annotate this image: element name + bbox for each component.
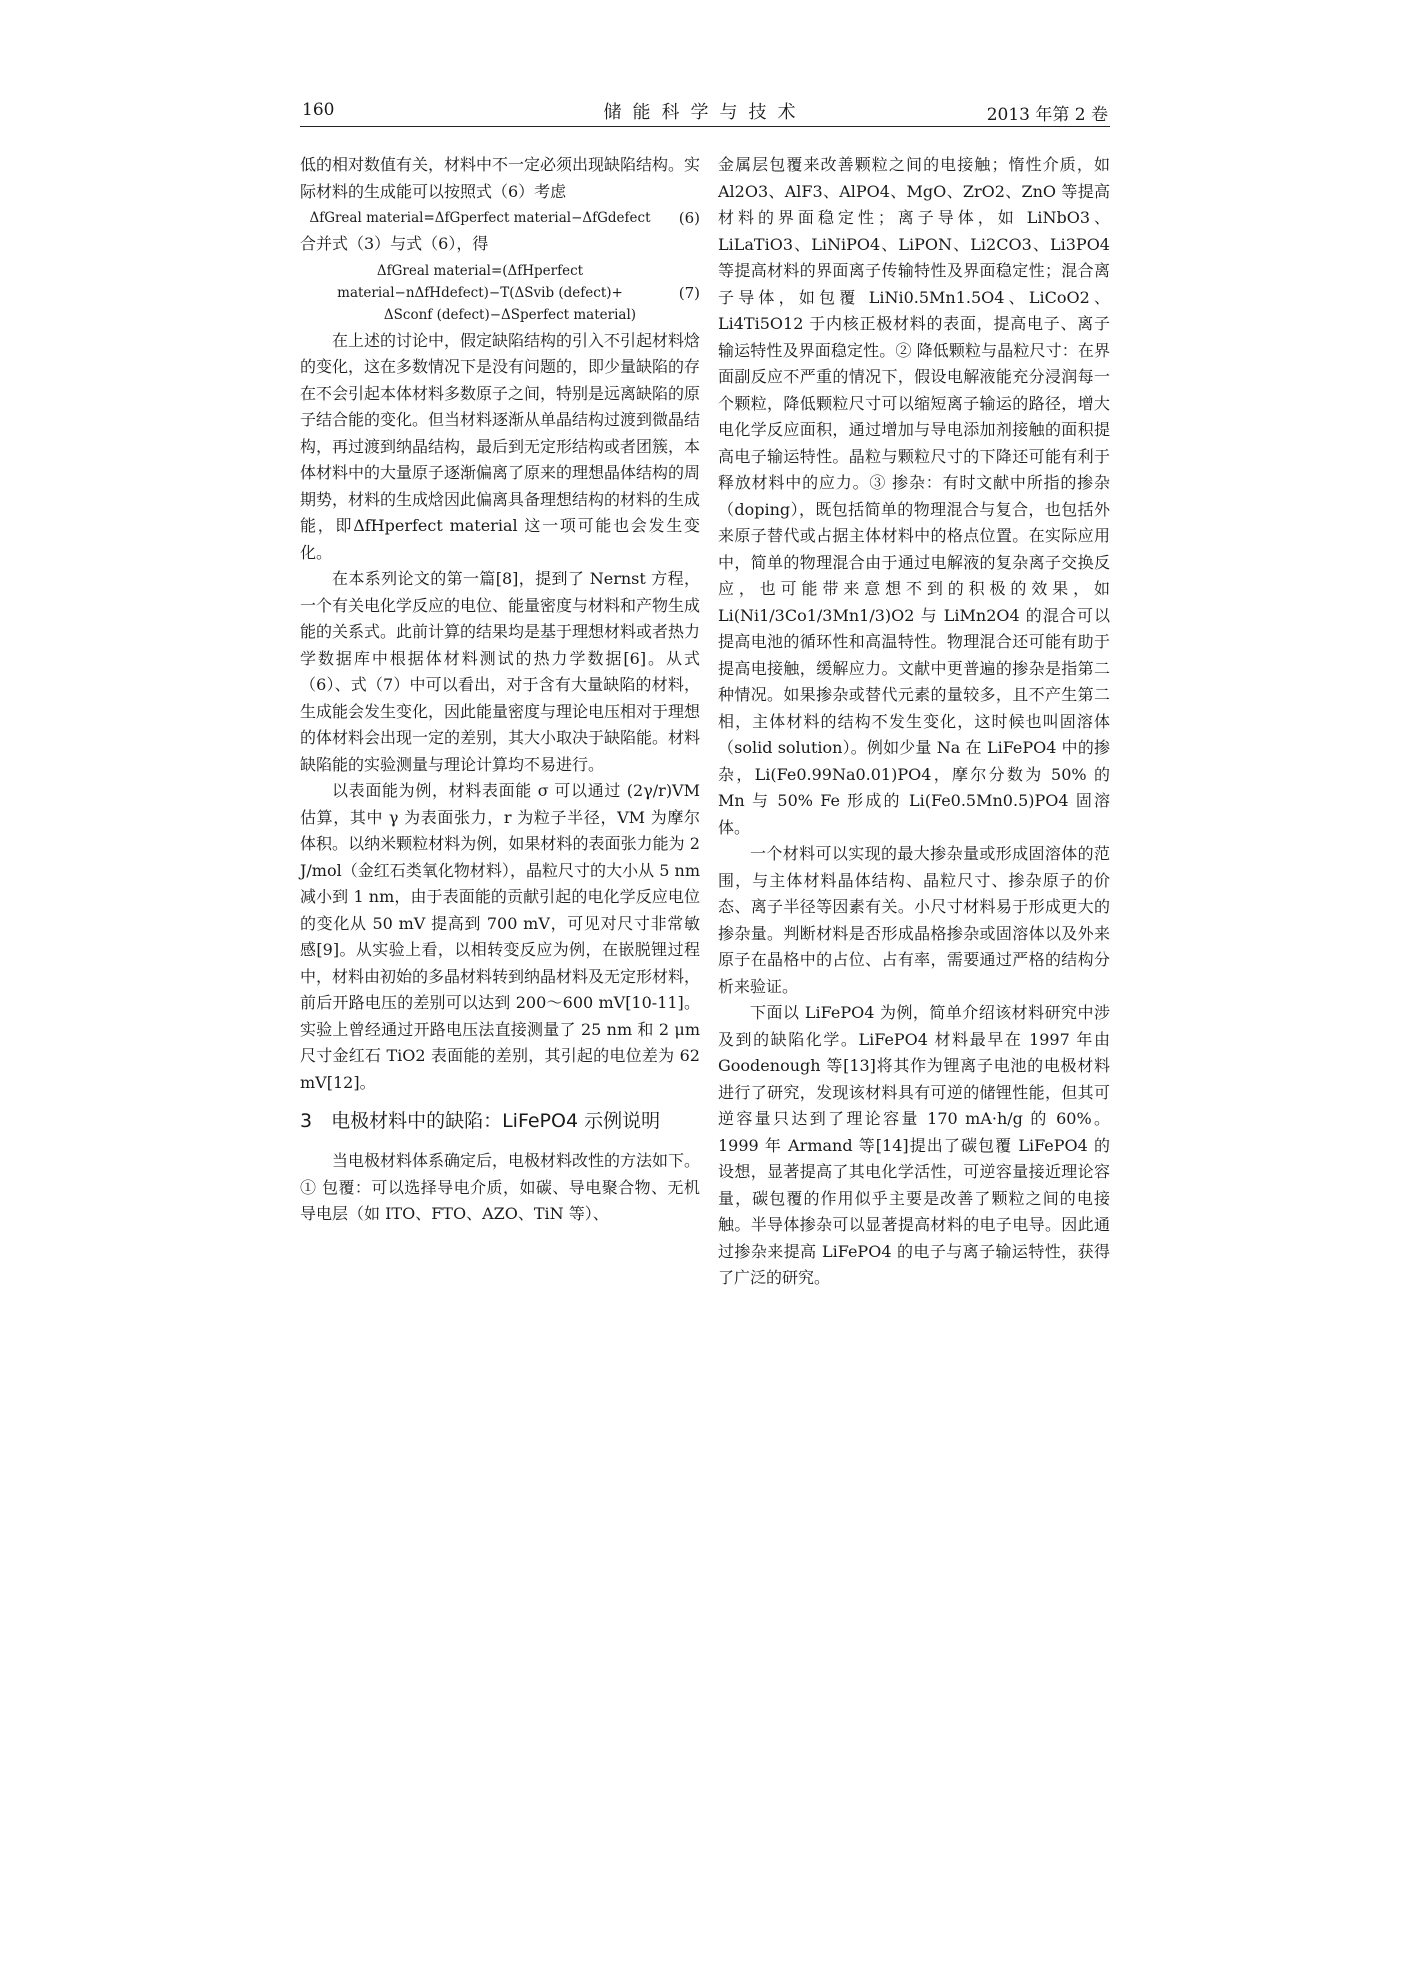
paragraph: 在上述的讨论中，假定缺陷结构的引入不引起材料焓的变化，这在多数情况下是没有问题的，即少量缺陷的存在不会引起本体材料多数原子之间，特别是远离缺陷的原子结合能的变化。但当材料逐渐从单晶结构过渡到微晶结构，再过渡到纳晶结构，最后到无定形结构或者团簇，本体材料中的大量原子逐渐偏离了原来的理想晶体结构的周期势，材料的生成焓因此偏离具备理想结构的材料的生成能，即ΔfHperfect material 这一项可能也会发生变化。 (300, 330, 701, 562)
equation-7 (300, 260, 700, 326)
paragraph: 下面以 LiFePO4 为例，简单介绍该材料研究中涉及到的缺陷化学。LiFePO4 材料最早在 1997 年由 Goodenough 等[13]将其作为锂离子电池的电极材料进行了研究，发现该材料具有可逆的储锂性能，但其可逆容量只达到了理论容量 170 mA·h/g 的 60%。1999 年 Armand 等[14]提出了碳包覆 LiFePO4 的设想，显著提高了其电化学活性，可逆容量接近理论容量，碳包覆的作用似乎主要是改善了颗粒之间的电接触。半导体掺杂可以显著提高材料的电子电导。因此通过掺杂来提高 LiFePO4 的电子与离子输运特性，获得了广泛的研究。 (718, 1003, 1110, 1287)
paragraph: 合并式（3）与式（6），得 (300, 234, 489, 253)
page-number: 160 (302, 100, 335, 120)
paragraph: 金属层包覆来改善颗粒之间的电接触；惰性介质，如 Al2O3、AlF3、AlPO4、MgO、ZrO2、ZnO 等提高材料的界面稳定性；离子导体，如 LiNbO3、LiLaTiO3、LiNiPO4、LiPON、Li2CO3、Li3PO4 等提高材料的界面离子传输特性及界面稳定性；混合离子导体，如包覆 LiNi0.5Mn1.5O4、LiCoO2、Li4Ti5O12 于内核正极材料的表面，提高电子、离子输运特性及界面稳定性。② 降低颗粒与晶粒尺寸：在界面副反应不严重的情况下，假设电解液能充分浸润每一个颗粒，降低颗粒尺寸可以缩短离子输运的路径，增大电化学反应面积，通过增加与导电添加剂接触的面积提高电子输运特性。晶粒与颗粒尺寸的下降还可能有利于释放材料中的应力。③ 掺杂：有时文献中所指的掺杂（doping），既包括简单的物理混合与复合，也包括外来原子替代或占据主体材料中的格点位置。在实际应用中，简单的物理混合由于通过电解液的复杂离子交换反应，也可能带来意想不到的积极的效果，如 Li(Ni1/3Co1/3Mn1/3)O2 与 LiMn2O4 的混合可以提高电池的循环性和高温特性。物理混合还可能有助于提高电接触，缓解应力。文献中更普遍的掺杂是指第二种情况。如果掺杂或替代元素的量较多，且不产生第二相，主体材料的结构不发生变化，这时候也叫固溶体（solid solution）。例如少量 Na 在 LiFePO4 中的掺杂，Li(Fe0.99Na0.01)PO4，摩尔分数为 50% 的 Mn 与 50% Fe 形成的 Li(Fe0.5Mn0.5)PO4 固溶体。 (718, 155, 1110, 837)
paragraph: 当电极材料体系确定后，电极材料改性的方法如下。① 包覆：可以选择导电介质，如碳、导电聚合物、无机导电层（如 ITO、FTO、AZO、TiN 等）、 (300, 1151, 701, 1223)
equation-number: (7) (678, 283, 700, 302)
left-column (300, 152, 700, 1228)
equation-7-line-1: ΔfGreal material=(ΔfHperfect material−nΔfHdefect)−T(ΔSvib (defect)+ (337, 262, 623, 301)
journal-volume: 2013 年第 2 卷 (986, 105, 1108, 125)
equation-6 (300, 207, 700, 229)
equation-7-line-2: ΔSconf (defect)−ΔSperfect material) (383, 306, 637, 323)
paragraph: 在本系列论文的第一篇[8]，提到了 Nernst 方程，一个有关电化学反应的电位、能量密度与材料和产物生成能的关系式。此前计算的结果均是基于理想材料或者热力学数据库中根据体材料测试的热力学数据[6]。从式（6）、式（7）中可以看出，对于含有大量缺陷的材料，生成能会发生变化，因此能量密度与理论电压相对于理想的体材料会出现一定的差别，其大小取决于缺陷能。材料缺陷能的实验测量与理论计算均不易进行。 (300, 569, 701, 774)
equation-number: (6) (678, 209, 700, 227)
journal-title: 储能科学与技术 (603, 102, 807, 123)
equation-6-text: ΔfGreal material=ΔfGperfect material−ΔfGdefect (309, 210, 651, 226)
section-heading: 3 电极材料中的缺陷：LiFePO4 示例说明 (300, 1110, 661, 1132)
page-header (300, 96, 1110, 127)
paragraph: 低的相对数值有关，材料中不一定必须出现缺陷结构。实际材料的生成能可以按照式（6）考虑 (300, 155, 701, 201)
right-column (718, 152, 1110, 1292)
paragraph: 一个材料可以实现的最大掺杂量或形成固溶体的范围，与主体材料晶体结构、晶粒尺寸、掺杂原子的价态、离子半径等因素有关。小尺寸材料易于形成更大的掺杂量。判断材料是否形成晶格掺杂或固溶体以及外来原子在晶格中的占位、占有率，需要通过严格的结构分析来验证。 (718, 844, 1110, 996)
paragraph: 以表面能为例，材料表面能 σ 可以通过 (2γ/r)VM 估算，其中 γ 为表面张力，r 为粒子半径，VM 为摩尔体积。以纳米颗粒材料为例，如果材料的表面张力能为 2 J/mol（金红石类氧化物材料），晶粒尺寸的大小从 5 nm 减小到 1 nm，由于表面能的贡献引起的电化学反应电位的变化从 50 mV 提高到 700 mV，可见对尺寸非常敏感[9]。从实验上看，以相转变反应为例，在嵌脱锂过程中，材料由初始的多晶材料转到纳晶材料及无定形材料，前后开路电压的差别可以达到 200～600 mV[10-11]。实验上曾经通过开路电压法直接测量了 25 nm 和 2 μm 尺寸金红石 TiO2 表面能的差别，其引起的电位差为 62 mV[12]。 (300, 781, 701, 1092)
